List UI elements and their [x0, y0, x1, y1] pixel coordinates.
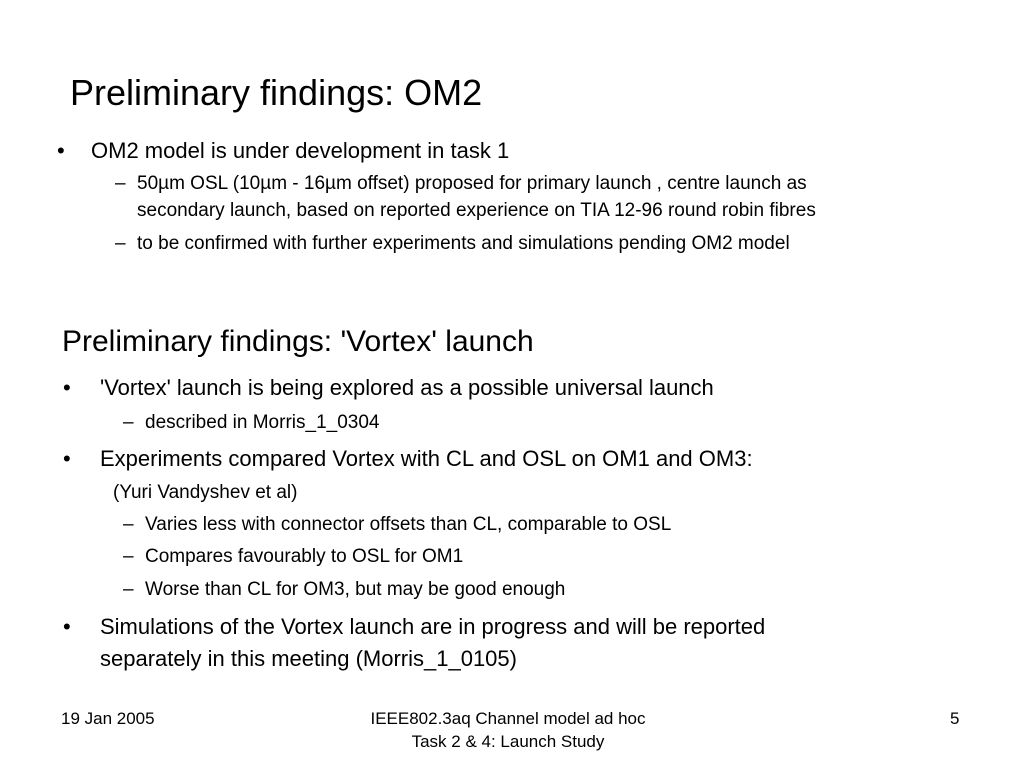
sub-text: Varies less with connector offsets than CL, comparable to OSL [145, 514, 672, 535]
bullet-text-line2: separately in this meeting (Morris_1_0105) [100, 646, 517, 671]
bullet-text-line1: Simulations of the Vortex launch are in progress and will be reported [100, 614, 766, 639]
bullet-icon: • [63, 446, 71, 471]
footer-center-line1: IEEE802.3aq Channel model ad hoc [370, 709, 646, 728]
sub-text-line2: secondary launch, based on reported experience on TIA 12-96 round robin fibres [137, 200, 816, 221]
note-text: (Yuri Vandyshev et al) [113, 482, 298, 503]
dash-icon: – [123, 579, 134, 600]
bullet-text: 'Vortex' launch is being explored as a possible universal launch [100, 375, 714, 400]
sub-text: Compares favourably to OSL for OM1 [145, 546, 464, 567]
bullet-text: OM2 model is under development in task 1 [91, 138, 510, 163]
dash-icon: – [123, 514, 134, 535]
sub-text: Worse than CL for OM3, but may be good enough [145, 579, 566, 600]
footer-date: 19 Jan 2005 [61, 709, 155, 728]
sub-text: described in Morris_1_0304 [145, 412, 380, 433]
dash-icon: – [115, 233, 126, 254]
dash-icon: – [115, 173, 126, 194]
section1-title: Preliminary findings: OM2 [70, 72, 483, 113]
footer-page-number: 5 [950, 709, 960, 728]
sub-text-line1: 50µm OSL (10µm - 16µm offset) proposed for primary launch , centre launch as [137, 173, 807, 194]
bullet-text: Experiments compared Vortex with CL and OSL on OM1 and OM3: [100, 446, 753, 471]
dash-icon: – [123, 412, 134, 433]
dash-icon: – [123, 546, 134, 567]
sub-text: to be confirmed with further experiments and simulations pending OM2 model [137, 233, 790, 254]
bullet-icon: • [63, 614, 71, 639]
section2-title: Preliminary findings: 'Vortex' launch [62, 325, 534, 358]
bullet-icon: • [63, 375, 71, 400]
footer-center-line2: Task 2 & 4: Launch Study [411, 732, 605, 751]
bullet-icon: • [57, 138, 65, 163]
